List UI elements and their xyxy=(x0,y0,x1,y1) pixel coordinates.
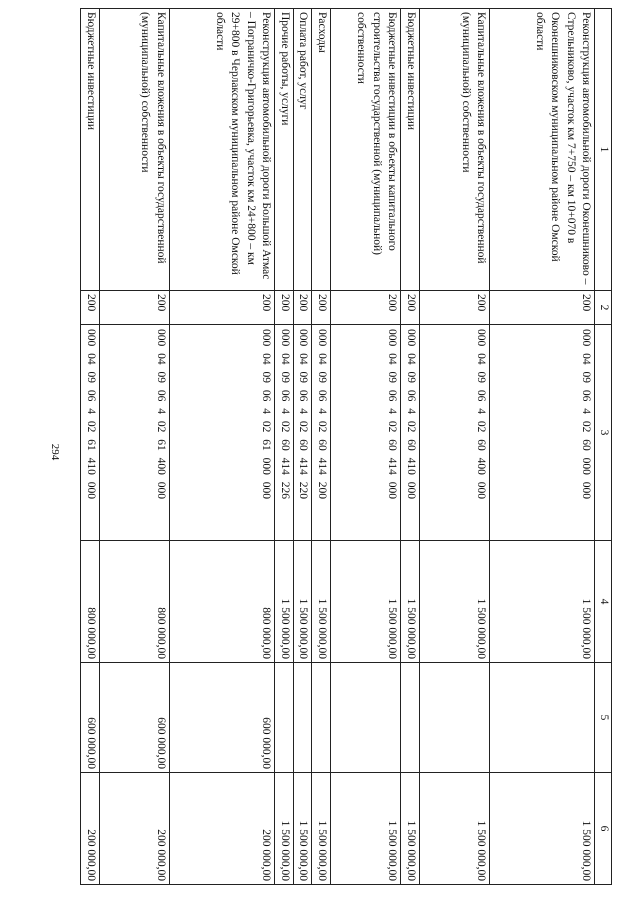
row-col6-cell: 1 500 000,00 xyxy=(490,773,595,885)
row-name-cell: Прочие работы, услуги xyxy=(275,9,294,291)
row-col5-cell: 600 000,00 xyxy=(169,663,274,773)
row-col5-cell xyxy=(312,663,331,773)
row-col5-cell xyxy=(331,663,401,773)
rotated-table-wrapper xyxy=(80,8,612,884)
row-col4-cell: 1 500 000,00 xyxy=(401,541,420,663)
row-col2-cell: 200 xyxy=(419,291,489,325)
row-code-cell: 000 04 09 06 4 02 61 000 000 xyxy=(169,325,274,541)
row-name-cell: Оплата работ, услуг xyxy=(293,9,312,291)
row-col5-cell xyxy=(275,663,294,773)
table-row xyxy=(331,9,401,885)
row-col4-cell: 800 000,00 xyxy=(169,541,274,663)
row-col4-cell: 1 500 000,00 xyxy=(275,541,294,663)
row-name-cell: Реконструкция автомобильной дороги Большой Атмас – Пограничко-Григорьевка, участок км 24+800 – км 29+800 в Черлакском муниципальном районе Омской области xyxy=(169,9,274,291)
row-code-cell: 000 04 09 06 4 02 61 410 000 xyxy=(81,325,100,541)
row-col2-cell: 200 xyxy=(293,291,312,325)
table-row xyxy=(401,9,420,885)
row-col4-cell: 1 500 000,00 xyxy=(312,541,331,663)
table-body xyxy=(81,9,595,885)
column-header: 6 xyxy=(595,773,612,885)
row-name-cell: Бюджетные инвестиции в объекты капитального строительства государственной (муниципальной) собственности xyxy=(331,9,401,291)
table-row xyxy=(81,9,100,885)
table-row xyxy=(275,9,294,885)
column-header: 5 xyxy=(595,663,612,773)
row-col4-cell: 800 000,00 xyxy=(81,541,100,663)
row-name-cell: Расходы xyxy=(312,9,331,291)
row-col4-cell: 1 500 000,00 xyxy=(293,541,312,663)
row-col2-cell: 200 xyxy=(312,291,331,325)
table-row xyxy=(169,9,274,885)
row-name-cell: Капитальные вложения в объекты государственной (муниципальной) собственности xyxy=(99,9,169,291)
row-col5-cell: 600 000,00 xyxy=(81,663,100,773)
row-col2-cell: 200 xyxy=(490,291,595,325)
row-col4-cell: 1 500 000,00 xyxy=(490,541,595,663)
row-col5-cell xyxy=(419,663,489,773)
row-col2-cell: 200 xyxy=(331,291,401,325)
table-row xyxy=(293,9,312,885)
row-col5-cell: 600 000,00 xyxy=(99,663,169,773)
row-col5-cell xyxy=(293,663,312,773)
row-col4-cell: 1 500 000,00 xyxy=(331,541,401,663)
header-row xyxy=(595,9,612,885)
column-header: 4 xyxy=(595,541,612,663)
row-code-cell: 000 04 09 06 4 02 60 000 000 xyxy=(490,325,595,541)
row-col5-cell xyxy=(401,663,420,773)
row-col6-cell: 1 500 000,00 xyxy=(419,773,489,885)
row-code-cell: 000 04 09 06 4 02 60 414 000 xyxy=(331,325,401,541)
table-row xyxy=(490,9,595,885)
row-code-cell: 000 04 09 06 4 02 60 414 220 xyxy=(293,325,312,541)
row-name-cell: Реконструкция автомобильной дороги Оконешниково – Стрельниково, участок км 7+750 – км 10+070 в Оконешниковском муниципальном районе Омской области xyxy=(490,9,595,291)
row-name-cell: Бюджетные инвестиции xyxy=(81,9,100,291)
row-code-cell: 000 04 09 06 4 02 60 414 226 xyxy=(275,325,294,541)
row-col2-cell: 200 xyxy=(275,291,294,325)
column-header: 2 xyxy=(595,291,612,325)
table-row xyxy=(419,9,489,885)
row-col2-cell: 200 xyxy=(401,291,420,325)
row-col6-cell: 1 500 000,00 xyxy=(293,773,312,885)
row-col4-cell: 800 000,00 xyxy=(99,541,169,663)
row-col2-cell: 200 xyxy=(99,291,169,325)
row-name-cell: Капитальные вложения в объекты государственной (муниципальной) собственности xyxy=(419,9,489,291)
row-name-cell: Бюджетные инвестиции xyxy=(401,9,420,291)
table-row xyxy=(312,9,331,885)
row-col2-cell: 200 xyxy=(81,291,100,325)
row-col6-cell: 1 500 000,00 xyxy=(401,773,420,885)
row-col5-cell xyxy=(490,663,595,773)
row-col4-cell: 1 500 000,00 xyxy=(419,541,489,663)
column-header: 1 xyxy=(595,9,612,291)
row-code-cell: 000 04 09 06 4 02 60 400 000 xyxy=(419,325,489,541)
row-col6-cell: 200 000,00 xyxy=(169,773,274,885)
page-number: 294 xyxy=(49,443,61,461)
row-col6-cell: 200 000,00 xyxy=(81,773,100,885)
row-code-cell: 000 04 09 06 4 02 60 410 000 xyxy=(401,325,420,541)
table-row xyxy=(99,9,169,885)
row-col6-cell: 1 500 000,00 xyxy=(312,773,331,885)
row-col2-cell: 200 xyxy=(169,291,274,325)
row-col6-cell: 1 500 000,00 xyxy=(331,773,401,885)
row-col6-cell: 1 500 000,00 xyxy=(275,773,294,885)
row-code-cell: 000 04 09 06 4 02 60 414 200 xyxy=(312,325,331,541)
row-code-cell: 000 04 09 06 4 02 61 400 000 xyxy=(99,325,169,541)
budget-table xyxy=(80,8,612,885)
row-col6-cell: 200 000,00 xyxy=(99,773,169,885)
column-header: 3 xyxy=(595,325,612,541)
